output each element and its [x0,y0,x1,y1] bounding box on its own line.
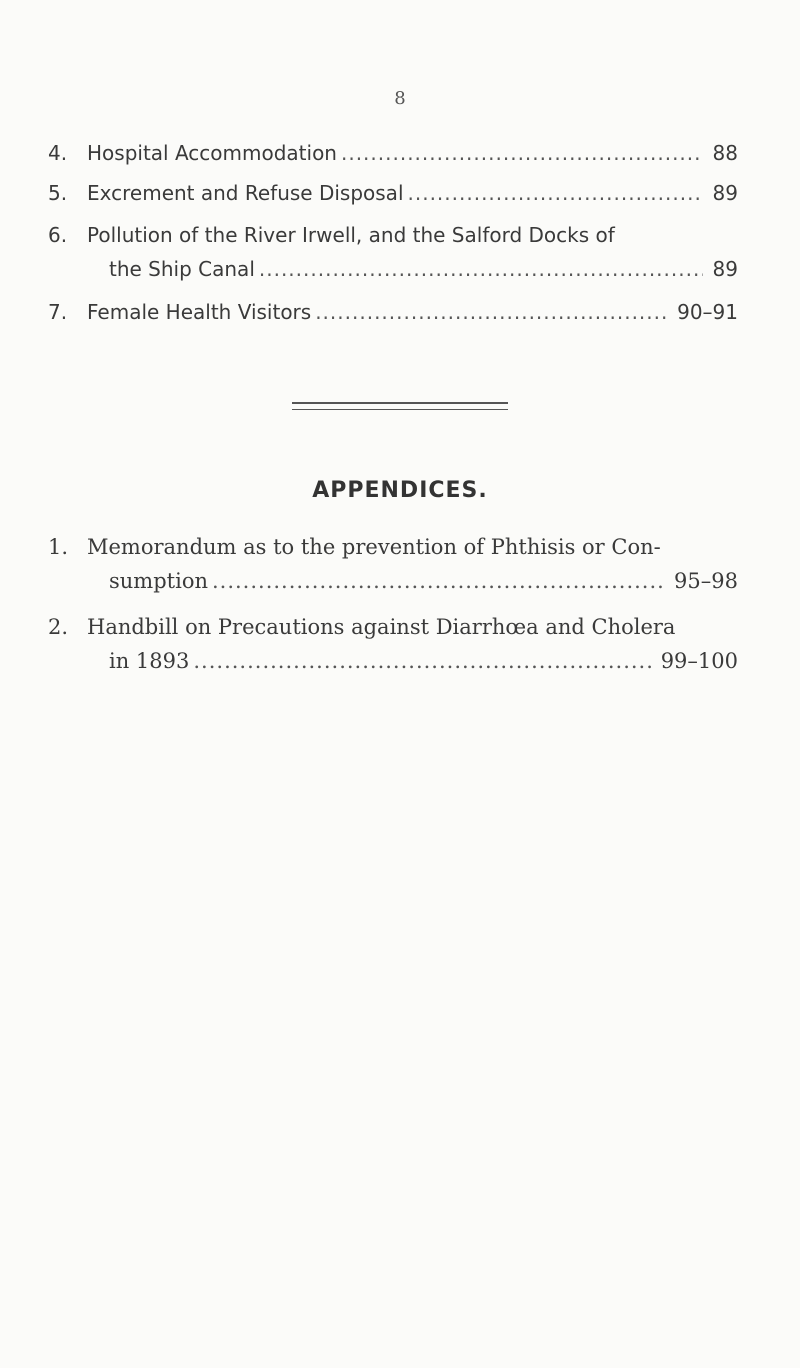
dot-leader [193,644,650,678]
entry-number: 1. [48,535,69,559]
entry-number: 2. [48,615,69,639]
entry-page: 89 [712,257,738,281]
entry-title-continued: sumption [109,569,208,593]
entry-number: 4. [48,141,68,165]
entry-title: Memorandum as to the prevention of Phthisis or Con- [87,535,661,559]
entry-page: 88 [712,141,738,165]
dot-leader [212,564,664,598]
dot-leader [341,136,703,170]
dot-leader [315,295,667,329]
entry-number: 5. [48,181,68,205]
entry-page: 89 [712,181,738,205]
page-number: 8 [394,88,406,109]
appendices-heading: APPENDICES. [312,478,488,503]
dot-leader [259,252,703,286]
entry-number: 6. [48,223,68,247]
section-divider [292,402,508,410]
entry-title-continued: in 1893 [109,649,190,673]
entry-number: 7. [48,300,68,324]
dot-leader [408,176,703,210]
entry-page: 90–91 [677,300,738,324]
entry-title: Handbill on Precautions against Diarrhœa and Cholera [87,615,676,639]
entry-title-continued: the Ship Canal [109,257,255,281]
entry-title: Female Health Visitors [87,300,312,324]
entry-title: Pollution of the River Irwell, and the Salford Docks of [87,223,615,247]
entry-page: 95–98 [674,569,738,593]
entry-page: 99–100 [660,649,738,673]
entry-title: Excrement and Refuse Disposal [87,181,404,205]
entry-title: Hospital Accommodation [87,141,337,165]
